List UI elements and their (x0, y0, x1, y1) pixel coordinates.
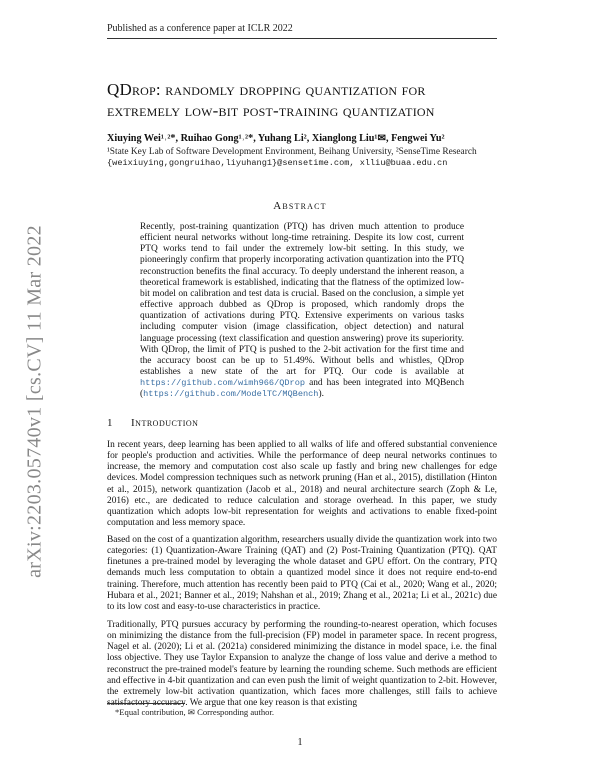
author-list: Xiuying Wei¹˒²*, Ruihao Gong¹˒²*, Yuhang Li², Xianglong Liu¹✉, Fengwei Yu² (107, 133, 445, 144)
author-emails: {weixiuying,gongruihao,liyuhang1}@sensetime.com, xlliu@buaa.edu.cn (107, 158, 448, 168)
running-header: Published as a conference paper at ICLR 2022 (107, 23, 293, 34)
abstract-text: Recently, post-training quantization (PTQ) has driven much attention to produce efficient neural networks without long-time retraining. Despite its low cost, current PTQ works tend to fail under the extremely low-bit setting. In this study, we pioneeringly confirm that properly incorporating activation quantization into the PTQ reconstruction benefits the final accuracy. To deeply understand the inherent reason, a theoretical framework is established, indicating that the flatness of the optimized low-bit model on calibration and test data is crucial. Based on the conclusion, a simple yet effective approach dubbed as QDrop is proposed, which randomly drops the quantization of activations during PTQ. Extensive experiments on various tasks including computer vision (image classification, object detection) and natural language processing (text classification and question answering) prove its superiority. With QDrop, the limit of PTQ is pushed to the 2-bit activation for the first time and the accuracy boost can be up to 51.49%. Without bells and whistles, QDrop establishes a new state of the art for PTQ. Our code is available at (140, 222, 464, 378)
paper-title (107, 79, 507, 121)
footnote-rule (107, 703, 185, 704)
section-number: 1 (107, 417, 113, 429)
abstract-mid: and has been integrated into MQBench ( (140, 378, 465, 400)
intro-paragraph-1: In recent years, deep learning has been applied to all walks of life and offered substantial convenience for people's production and activities. While the performance of deep neural networks continues to increase, the memory and computation cost also scale up fastly and bring new challenges for edge devices. Model compression techniques such as network pruning (Han et al., 2015), distillation (Hinton et al., 2015), network quantization (Jacob et al., 2018) and neural architecture search (Zoph & Le, 2016) etc., are dedicated to reduce calculation and storage overhead. In this paper, we study quantization which adopts low-bit representation for weights and activations to enable fixed-point computation and less memory space. (107, 440, 497, 529)
intro-paragraph-2: Based on the cost of a quantization algorithm, researchers usually divide the quantization work into two categories: (1) Quantization-Aware Training (QAT) and (2) Post-Training Quantization (PTQ). QAT finetunes a pre-trained model by leveraging the whole dataset and GPU effort. On the contrary, PTQ demands much less computation to obtain a quantized model since it does not require end-to-end training. Therefore, much attention has recently been paid to PTQ (Cai et al., 2020; Wang et al., 2020; Hubara et al., 2021; Banner et al., 2019; Nahshan et al., 2019; Zhang et al., 2021a; Li et al., 2021c) due to its low cost and easy-to-use characteristics in practice. (107, 535, 497, 612)
section-heading (107, 417, 198, 429)
abstract-heading: Abstract (273, 200, 327, 212)
intro-paragraph-3: Traditionally, PTQ pursues accuracy by performing the rounding-to-nearest operation, which focuses on minimizing the distance from the full-precision (FP) model in parameter space. In recent progress, Nagel et al. (2020); Li et al. (2021a) considered minimizing the distance in model space, i.e. the final loss objective. They use Taylor Expansion to analyze the change of loss value and derive a method to reconstruct the pre-trained model's feature by learning the rounding scheme. Such methods are efficient and effective in 4-bit quantization and can even push the limit of weight quantization to 2-bit. However, the extremely low-bit activation quantization, which faces more challenges, still fails to achieve satisfactory accuracy. We argue that one key reason is that existing (107, 620, 497, 709)
title-line-2: extremely low-bit post-training quantization (107, 101, 435, 120)
abstract-end: ). (318, 389, 324, 400)
header-rule (107, 38, 497, 39)
mqbench-link[interactable]: https://github.com/ModelTC/MQBench (143, 389, 319, 400)
title-line-1: QDrop: randomly dropping quantization for (107, 80, 426, 99)
section-title: Introduction (131, 417, 199, 429)
page-number: 1 (297, 737, 303, 748)
code-link[interactable]: https://github.com/wimh966/QDrop (140, 378, 306, 389)
affiliations: ¹State Key Lab of Software Development Environment, Beihang University, ²SenseTime Research (107, 147, 477, 157)
arxiv-stamp: arXiv:2203.05740v1 [cs.CV] 11 Mar 2022 (23, 225, 46, 578)
footnote: *Equal contribution, ✉ Corresponding author. (115, 707, 275, 717)
abstract-body (140, 222, 464, 401)
